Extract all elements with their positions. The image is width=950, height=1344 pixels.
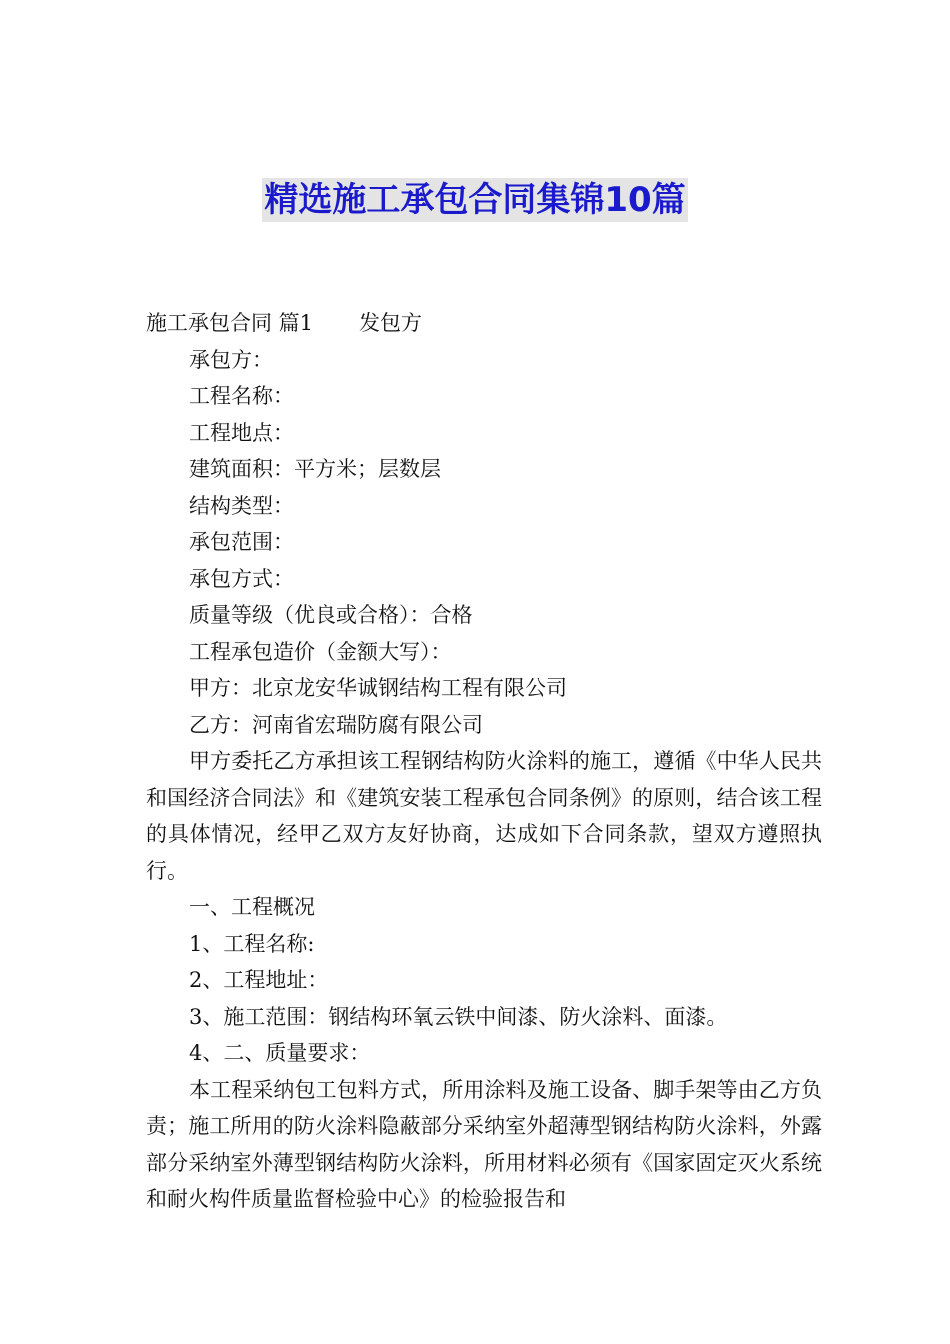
building-area-line: 建筑面积：平方米；层数层 [189,457,441,481]
paragraph-entrustment: 甲方委托乙方承担该工程钢结构防火涂料的施工，遵循《中华人民共和国经济合同法》和《建筑安装工程承包合同条例》的原则，结合该工程的具体情况，经甲乙双方友好协商，达成如下合同条款，望双方遵照执行。 [146,749,822,883]
list-item-quality-requirements: 4、二、质量要求： [189,1041,371,1065]
project-name-line: 工程名称： [189,384,294,408]
contract-price-line: 工程承包造价（金额大写）： [189,639,452,664]
document-title: 精选施工承包合同集锦10篇 [264,180,686,220]
list-item-project-name: 1、工程名称: [189,931,315,956]
title-container [0,178,950,222]
structure-type-line: 结构类型： [189,493,294,518]
section-project-overview: 一、工程概况 [189,895,315,919]
list-item-construction-scope: 3、施工范围：钢结构环氧云铁中间漆、防火涂料、面漆。 [189,1004,728,1029]
contractor-line: 承包方： [189,347,273,372]
section-heading: 施工承包合同 篇1 [146,311,314,335]
quality-grade-line: 质量等级（优良或合格）：合格 [189,603,473,627]
document-body [146,305,822,1218]
party-b-line: 乙方：河南省宏瑞防腐有限公司 [189,712,483,737]
contract-scope-line: 承包范围： [189,530,294,554]
list-item-project-address: 2、工程地址： [189,968,329,992]
section-heading-line [146,305,822,342]
party-a-line: 甲方：北京龙安华诚钢结构工程有限公司 [189,676,567,700]
paragraph-materials: 本工程采纳包工包料方式，所用涂料及施工设备、脚手架等由乙方负责；施工所用的防火涂料隐蔽部分采纳室外超薄型钢结构防火涂料，外露部分采纳室外薄型钢结构防火涂料，所用材料必须有《国家固定灭火系统和耐火构件质量监督检验中心》的检验报告和 [146,1077,822,1211]
contract-method-line: 承包方式： [189,566,294,591]
party-a-label: 发包方 [359,311,423,335]
project-location-line: 工程地点： [189,420,294,445]
